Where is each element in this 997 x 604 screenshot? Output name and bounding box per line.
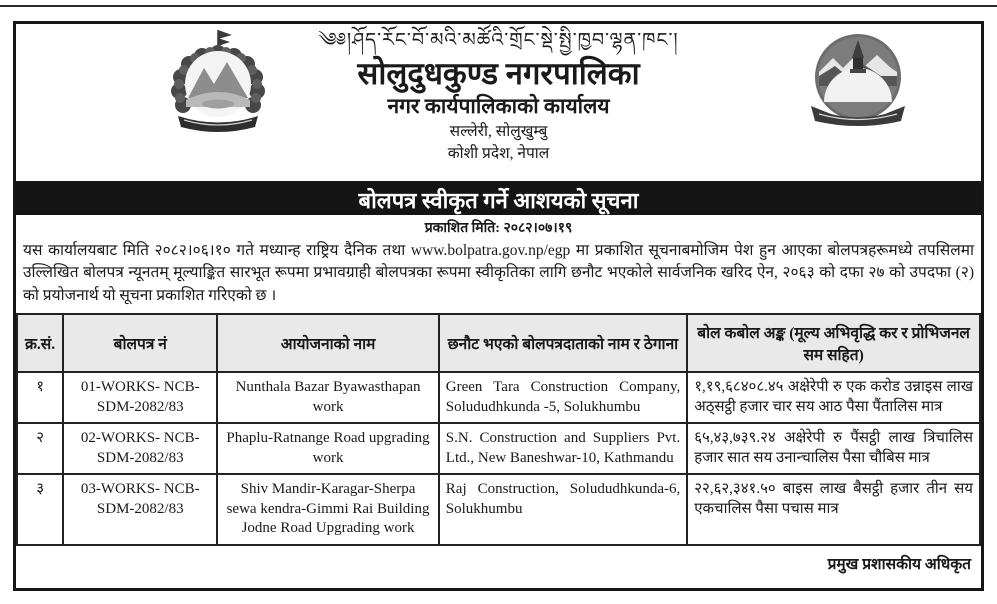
municipality-seal-icon <box>803 30 913 135</box>
cell-project-name: Nunthala Bazar Byawasthapan work <box>217 372 438 423</box>
table-row <box>17 474 980 545</box>
letterhead <box>16 24 981 181</box>
cell-bidder: Green Tara Construction Company, Solududhkunda -5, Solukhumbu <box>439 372 687 423</box>
address-line-1: सल्लेरी, सोलुखुम्बु <box>449 122 548 140</box>
table-row <box>17 372 980 423</box>
cell-project-name: Phaplu-Ratnange Road upgrading work <box>217 423 438 474</box>
tibetan-script-line: ༄༅།ཤོད་རོང་བོ་མའི་མཚོའི་གྲོང་སྡེ་སྤྱི་ཁྱབ་ལྷན་ཁང་། <box>318 30 679 51</box>
cell-project-name: Shiv Mandir-Karagar-Sherpa sewa kendra-Gimmi Rai Building Jodne Road Upgrading work <box>217 474 438 545</box>
nepal-emblem-logo <box>158 28 278 138</box>
cell-amount: ६५,४३,७३९.२४ अक्षेरेपी रु पैंसट्ठी लाख त्रिचालिस हजार सात सय उनान्चालिस पैसा चौबिस मात्र <box>687 423 980 474</box>
municipality-name: सोलुदुधकुण्ड नगरपालिका <box>357 55 640 91</box>
cell-sn: ३ <box>17 474 63 545</box>
column-header-sn: क्र.सं. <box>17 314 63 372</box>
notice-title-banner: बोलपत्र स्वीकृत गर्ने आशयको सूचना <box>16 181 981 215</box>
column-header-project-name: आयोजनाको नाम <box>217 314 438 372</box>
cell-bidder: Raj Construction, Solududhkunda-6, Solukhumbu <box>439 474 687 545</box>
column-header-bid-amount: बोल कबोल अङ्क (मूल्य अभिवृद्धि कर र प्रोभिजनल सम सहित) <box>687 314 980 372</box>
table-header-row <box>17 314 980 372</box>
published-date: प्रकाशित मिति: २०८२।०७।१९ <box>424 221 573 236</box>
cell-bid-number: 02-WORKS- NCB-SDM-2082/83 <box>63 423 217 474</box>
office-name: नगर कार्यपालिकाको कार्यालय <box>387 94 610 119</box>
cell-sn: १ <box>17 372 63 423</box>
bids-table <box>16 313 981 546</box>
top-rule <box>0 5 997 7</box>
document-frame <box>13 21 984 591</box>
signature-title: प्रमुख प्रशासकीय अधिकृत <box>827 555 971 573</box>
cell-amount: २२,६२,३४१.५० बाइस लाख बैसट्ठी हजार तीन सय एकचालिस पैसा पचास मात्र <box>687 474 980 545</box>
cell-amount: १,१९,६८४०८.४५ अक्षेरेपी रु एक करोड उन्नाइस लाख अठ्सट्ठी हजार चार सय आठ पैसा पैंतालिस मात्र <box>687 372 980 423</box>
column-header-bid-number: बोलपत्र नं <box>63 314 217 372</box>
cell-bidder: S.N. Construction and Suppliers Pvt. Ltd., New Baneshwar-10, Kathmandu <box>439 423 687 474</box>
address-line-2: कोशी प्रदेश, नेपाल <box>447 145 550 163</box>
notice-body-text: यस कार्यालयबाट मिति २०८२।०६।१० गते मध्यान्ह राष्ट्रिय दैनिक तथा www.bolpatra.gov.np/egp मा प्रकाशित सूचनाबमोजिम पेश हुन आएका बोलपत्रहरूमध्ये तपसिलमा उल्लिखित बोलपत्र न्यूनतम् मूल्याङ्कित सारभूत रूपमा प्रभावग्राही बोलपत्रका रूपमा स्वीकृतिका लागि छनौट भएकोले सार्वजनिक खरिद ऐन, २०६३ को दफा २७ को उपदफा (२) को प्रयोजनार्थ यो सूचना प्रकाशित गरिएको छ । <box>23 242 974 304</box>
cell-bid-number: 01-WORKS- NCB-SDM-2082/83 <box>63 372 217 423</box>
cell-bid-number: 03-WORKS- NCB-SDM-2082/83 <box>63 474 217 545</box>
table-row <box>17 423 980 474</box>
municipality-seal-logo <box>803 30 913 135</box>
nepal-emblem-icon <box>158 28 278 138</box>
column-header-selected-bidder: छनौट भएको बोलपत्रदाताको नाम र ठेगाना <box>439 314 687 372</box>
cell-sn: २ <box>17 423 63 474</box>
